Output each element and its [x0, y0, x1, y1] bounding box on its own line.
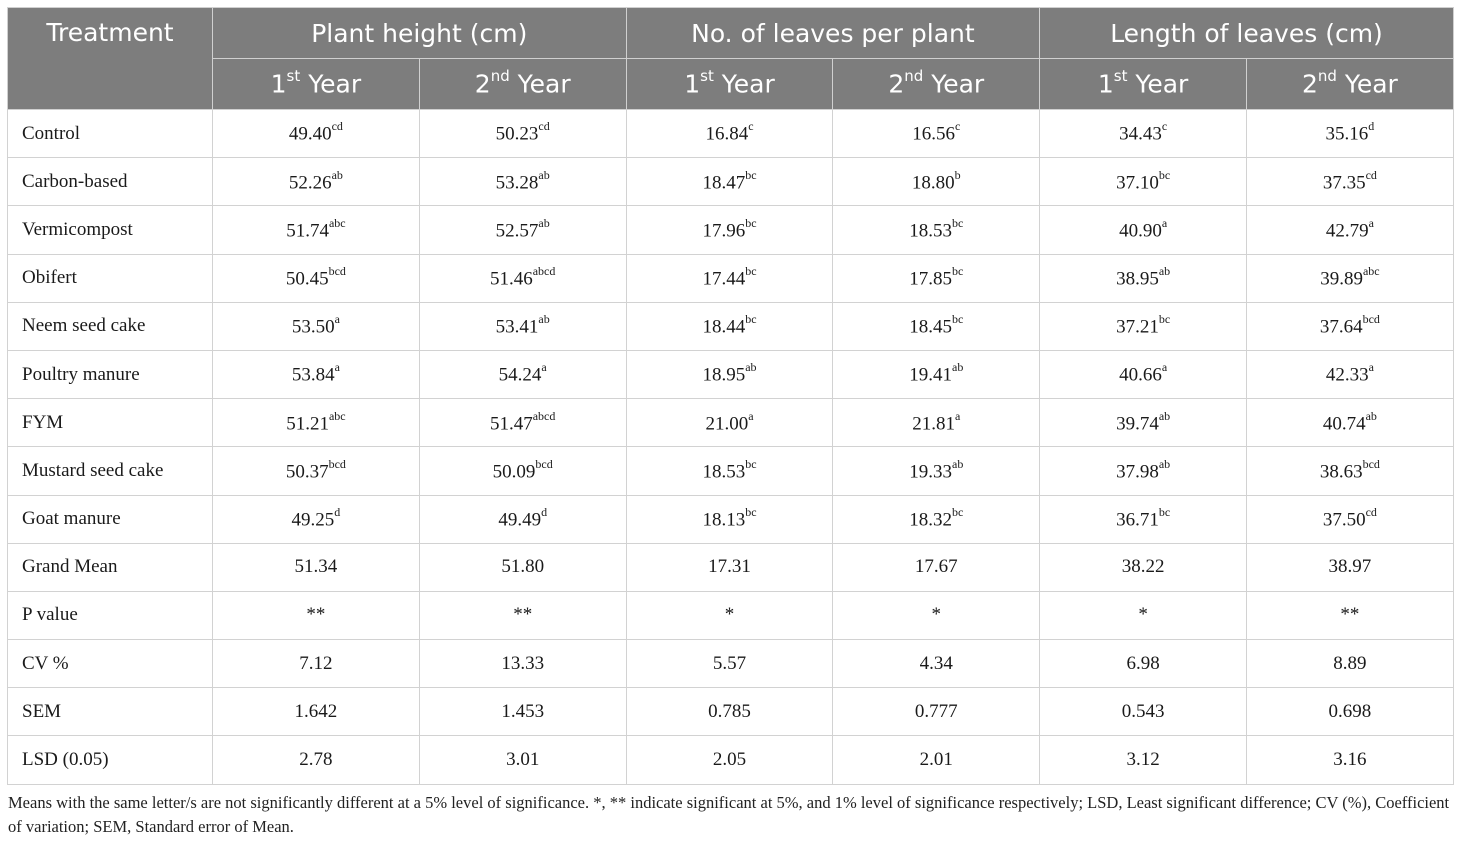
table-cell	[626, 591, 833, 639]
table-cell	[419, 399, 626, 447]
table-cell	[213, 158, 420, 206]
year-ordinal-suffix: nd	[490, 67, 510, 86]
header-plant-height: Plant height (cm)	[213, 8, 627, 59]
cell-value: 18.53	[702, 461, 746, 483]
significance-letters: cd	[538, 119, 550, 134]
cell-value: 37.10	[1116, 171, 1159, 193]
cell-value: 34.43	[1119, 123, 1162, 145]
significance-letters: abc	[1362, 263, 1380, 278]
cell-value: 49.25	[291, 509, 335, 531]
cell-value: 1.453	[501, 700, 545, 722]
table-cell	[213, 447, 420, 495]
table-cell	[833, 158, 1040, 206]
table-cell	[1247, 206, 1454, 254]
table-row	[8, 688, 1454, 736]
significance-letters: a	[334, 360, 340, 375]
table-cell	[419, 640, 626, 688]
table-cell	[213, 399, 420, 447]
cell-value: 18.47	[702, 171, 746, 193]
table-cell	[1247, 399, 1454, 447]
cell-value: 0.777	[914, 700, 958, 722]
cell-value: 18.53	[909, 220, 952, 242]
cell-value: 18.80	[911, 171, 955, 193]
table-cell	[626, 110, 833, 158]
table-body	[8, 110, 1454, 785]
cell-value: 18.45	[909, 316, 952, 338]
significance-letters: a	[1161, 215, 1168, 230]
table-cell	[1247, 736, 1454, 784]
cell-value: 21.00	[705, 412, 749, 434]
significance-letters: bc	[745, 312, 757, 327]
significance-letters: abc	[328, 408, 346, 423]
table-cell	[213, 206, 420, 254]
table-row	[8, 350, 1454, 398]
table-cell	[1247, 158, 1454, 206]
cell-value: 13.33	[501, 652, 545, 674]
cell-value: 36.71	[1116, 509, 1159, 531]
table-cell	[1247, 495, 1454, 543]
cell-value: 40.66	[1119, 364, 1162, 386]
table-row	[8, 543, 1454, 591]
row-label: LSD (0.05)	[8, 736, 213, 784]
table-row	[8, 206, 1454, 254]
results-table	[7, 7, 1454, 785]
cell-value: 40.74	[1322, 412, 1366, 434]
header-year-4	[1040, 59, 1247, 110]
significance-letters: bc	[952, 263, 964, 278]
table-row	[8, 736, 1454, 784]
table-cell	[1247, 688, 1454, 736]
table-cell	[833, 688, 1040, 736]
table-cell	[1040, 158, 1247, 206]
header-year-5	[1247, 59, 1454, 110]
significance-letters: bc	[745, 456, 757, 471]
cell-value: 6.98	[1126, 652, 1160, 674]
significance-letters: bc	[952, 504, 964, 519]
year-number: 2	[1301, 69, 1318, 99]
year-ordinal-suffix: nd	[1317, 67, 1337, 86]
table-cell	[419, 543, 626, 591]
table-row	[8, 110, 1454, 158]
table-cell	[1247, 350, 1454, 398]
significance-letters: c	[748, 119, 754, 134]
table-cell	[1247, 543, 1454, 591]
cell-value: 17.85	[909, 268, 952, 290]
row-label: Neem seed cake	[8, 302, 213, 350]
cell-value: 0.785	[708, 700, 751, 722]
cell-value: 39.74	[1116, 412, 1159, 434]
table-row	[8, 495, 1454, 543]
significance-letters: abcd	[532, 263, 556, 278]
cell-value: 18.32	[909, 509, 952, 531]
cell-value: 19.41	[909, 364, 952, 386]
table-cell	[213, 543, 420, 591]
significance-letters: cd	[1365, 167, 1377, 182]
table-cell	[833, 591, 1040, 639]
table-row	[8, 640, 1454, 688]
header-treatment: Treatment	[8, 8, 213, 110]
table-cell	[833, 543, 1040, 591]
year-label: Year	[300, 69, 362, 99]
cell-value: 53.50	[291, 316, 335, 338]
year-ordinal-suffix: st	[1113, 67, 1128, 86]
row-label: Poultry manure	[8, 350, 213, 398]
table-cell	[419, 495, 626, 543]
cell-value: 52.26	[288, 171, 332, 193]
table-cell	[419, 591, 626, 639]
table-cell	[1040, 495, 1247, 543]
year-number: 1	[270, 69, 287, 99]
cell-value: 51.34	[294, 556, 338, 578]
header-leaf-length: Length of leaves (cm)	[1040, 8, 1454, 59]
cell-value: 3.01	[506, 749, 540, 771]
table-cell	[213, 302, 420, 350]
table-cell	[833, 495, 1040, 543]
cell-value: 17.96	[702, 220, 746, 242]
table-cell	[213, 591, 420, 639]
cell-value: 16.84	[705, 123, 749, 145]
table-cell	[1247, 110, 1454, 158]
significance-letters: a	[955, 408, 961, 423]
cell-value: **	[1340, 604, 1360, 626]
cell-value: 50.09	[492, 461, 536, 483]
significance-letters: bcd	[1362, 456, 1380, 471]
significance-letters: ab	[538, 215, 550, 230]
cell-value: 2.78	[299, 749, 333, 771]
cell-value: 38.97	[1328, 556, 1372, 578]
significance-letters: a	[1161, 360, 1168, 375]
table-cell	[1247, 302, 1454, 350]
significance-letters: bc	[745, 215, 757, 230]
significance-letters: cd	[1365, 504, 1377, 519]
table-cell	[213, 640, 420, 688]
table-row	[8, 447, 1454, 495]
significance-letters: abc	[328, 215, 346, 230]
significance-letters: d	[334, 504, 341, 519]
table-cell	[1040, 688, 1247, 736]
table-cell	[626, 158, 833, 206]
cell-value: 8.89	[1333, 652, 1367, 674]
header-year-2	[626, 59, 833, 110]
table-cell	[1040, 640, 1247, 688]
significance-letters: bcd	[328, 263, 346, 278]
header-row-years	[8, 59, 1454, 110]
cell-value: 16.56	[912, 123, 955, 145]
cell-value: 3.16	[1333, 749, 1367, 771]
cell-value: 49.40	[288, 123, 332, 145]
cell-value: 39.89	[1320, 268, 1363, 290]
cell-value: 1.642	[294, 700, 338, 722]
table-cell	[626, 688, 833, 736]
cell-value: 52.57	[495, 220, 539, 242]
table-footnote: Means with the same letter/s are not significantly different at a 5% level of significance. *, ** indicate significant at 5%, and 1% level of significance respectively; LSD, Least significant difference; CV (%), Coefficient of variation; SEM, Standard error of Mean.	[8, 792, 1450, 836]
significance-letters: a	[334, 312, 340, 327]
cell-value: 38.95	[1116, 268, 1159, 290]
year-number: 1	[684, 69, 701, 99]
row-label: P value	[8, 591, 213, 639]
significance-letters: ab	[952, 360, 964, 375]
significance-letters: a	[748, 408, 754, 423]
table-cell	[419, 736, 626, 784]
cell-value: **	[513, 604, 533, 626]
cell-value: 50.23	[495, 123, 539, 145]
table-cell	[1247, 640, 1454, 688]
table-cell	[419, 206, 626, 254]
significance-letters: ab	[745, 360, 757, 375]
table-cell	[626, 350, 833, 398]
table-cell	[1247, 254, 1454, 302]
cell-value: 17.67	[914, 556, 958, 578]
significance-letters: bc	[952, 215, 964, 230]
table-cell	[213, 736, 420, 784]
header-row-groups	[8, 8, 1454, 59]
table-cell	[213, 254, 420, 302]
significance-letters: c	[955, 119, 961, 134]
significance-letters: ab	[1158, 456, 1171, 471]
table-cell	[213, 688, 420, 736]
cell-value: 18.44	[702, 316, 746, 338]
cell-value: *	[931, 604, 942, 626]
significance-letters: ab	[952, 456, 964, 471]
row-label: SEM	[8, 688, 213, 736]
year-ordinal-suffix: st	[700, 67, 714, 86]
significance-letters: bc	[745, 263, 757, 278]
table-cell	[213, 350, 420, 398]
cell-value: 38.63	[1319, 461, 1363, 483]
cell-value: 37.98	[1116, 461, 1159, 483]
year-label: Year	[509, 69, 571, 99]
table-cell	[1247, 447, 1454, 495]
significance-letters: a	[1368, 360, 1374, 375]
year-label: Year	[1336, 69, 1398, 99]
table-cell	[419, 158, 626, 206]
cell-value: 50.37	[285, 461, 329, 483]
table-cell	[833, 302, 1040, 350]
significance-letters: ab	[331, 167, 343, 182]
significance-letters: bcd	[535, 456, 553, 471]
table-cell	[626, 495, 833, 543]
cell-value: 17.31	[708, 556, 751, 578]
cell-value: 51.47	[489, 412, 533, 434]
table-cell	[1040, 110, 1247, 158]
table-row	[8, 399, 1454, 447]
row-label: Grand Mean	[8, 543, 213, 591]
table-cell	[833, 254, 1040, 302]
cell-value: 37.64	[1319, 316, 1363, 338]
table-cell	[419, 302, 626, 350]
cell-value: 2.01	[919, 749, 953, 771]
table-cell	[1040, 543, 1247, 591]
table-cell	[833, 736, 1040, 784]
significance-letters: ab	[1365, 408, 1377, 423]
significance-letters: cd	[331, 119, 343, 134]
cell-value: 18.13	[702, 509, 746, 531]
significance-letters: a	[541, 360, 547, 375]
table-row	[8, 591, 1454, 639]
header-year-1	[419, 59, 626, 110]
table-cell	[626, 736, 833, 784]
table-cell	[626, 447, 833, 495]
year-label: Year	[923, 69, 985, 99]
header-year-3	[833, 59, 1040, 110]
table-cell	[626, 302, 833, 350]
header-year-0	[213, 59, 420, 110]
significance-letters: bc	[1158, 312, 1171, 327]
table-cell	[1040, 399, 1247, 447]
table-cell	[419, 254, 626, 302]
significance-letters: ab	[538, 312, 550, 327]
significance-letters: b	[954, 167, 961, 182]
cell-value: 50.45	[285, 268, 329, 290]
table-cell	[626, 543, 833, 591]
significance-letters: bcd	[1362, 312, 1380, 327]
row-label: Obifert	[8, 254, 213, 302]
table-cell	[419, 688, 626, 736]
significance-letters: abcd	[532, 408, 556, 423]
cell-value: 19.33	[909, 461, 952, 483]
table-cell	[213, 110, 420, 158]
table-row	[8, 254, 1454, 302]
significance-letters: bc	[745, 167, 757, 182]
table-cell	[1040, 591, 1247, 639]
row-label: Control	[8, 110, 213, 158]
cell-value: 53.84	[291, 364, 335, 386]
cell-value: *	[724, 604, 735, 626]
table-cell	[1040, 206, 1247, 254]
cell-value: 42.79	[1325, 220, 1369, 242]
table-cell	[1040, 254, 1247, 302]
table-cell	[1247, 591, 1454, 639]
row-label: FYM	[8, 399, 213, 447]
cell-value: 2.05	[712, 749, 747, 771]
year-number: 1	[1097, 69, 1114, 99]
table-cell	[833, 110, 1040, 158]
year-number: 2	[474, 69, 491, 99]
table-cell	[1040, 302, 1247, 350]
cell-value: 37.35	[1322, 171, 1366, 193]
significance-letters: ab	[1158, 408, 1171, 423]
table-cell	[626, 640, 833, 688]
table-cell	[1040, 736, 1247, 784]
cell-value: *	[1138, 604, 1148, 626]
significance-letters: d	[541, 504, 548, 519]
significance-letters: bc	[745, 504, 757, 519]
row-label: Carbon-based	[8, 158, 213, 206]
table-cell	[419, 447, 626, 495]
table-cell	[419, 110, 626, 158]
significance-letters: a	[1368, 215, 1374, 230]
cell-value: 37.21	[1116, 316, 1159, 338]
cell-value: 51.80	[501, 556, 545, 578]
table-cell	[626, 206, 833, 254]
cell-value: 40.90	[1119, 220, 1162, 242]
table-cell	[833, 399, 1040, 447]
cell-value: 54.24	[498, 364, 542, 386]
cell-value: 21.81	[912, 412, 955, 434]
row-label: Mustard seed cake	[8, 447, 213, 495]
cell-value: 49.49	[498, 509, 542, 531]
significance-letters: bcd	[328, 456, 346, 471]
cell-value: 42.33	[1325, 364, 1369, 386]
cell-value: 51.46	[489, 268, 533, 290]
cell-value: 37.50	[1322, 509, 1366, 531]
table-cell	[419, 350, 626, 398]
cell-value: 53.41	[495, 316, 539, 338]
significance-letters: c	[1161, 119, 1168, 134]
significance-letters: bc	[952, 312, 964, 327]
cell-value: 0.543	[1121, 700, 1165, 722]
row-label: Vermicompost	[8, 206, 213, 254]
table-header	[8, 8, 1454, 110]
year-ordinal-suffix: nd	[904, 67, 924, 86]
cell-value: 7.12	[299, 652, 333, 674]
significance-letters: ab	[538, 167, 550, 182]
year-number: 2	[888, 69, 905, 99]
year-label: Year	[713, 69, 775, 99]
table-cell	[626, 254, 833, 302]
row-label: CV %	[8, 640, 213, 688]
year-ordinal-suffix: st	[286, 67, 301, 86]
cell-value: 35.16	[1325, 123, 1369, 145]
cell-value: 3.12	[1126, 749, 1160, 771]
cell-value: 51.21	[286, 412, 329, 434]
cell-value: 5.57	[712, 652, 747, 674]
table-cell	[1040, 350, 1247, 398]
cell-value: 51.74	[286, 220, 329, 242]
header-leaves-per-plant: No. of leaves per plant	[626, 8, 1040, 59]
row-label: Goat manure	[8, 495, 213, 543]
cell-value: 53.28	[495, 171, 539, 193]
table-row	[8, 158, 1454, 206]
table-cell	[626, 399, 833, 447]
table-cell	[1040, 447, 1247, 495]
table-cell	[213, 495, 420, 543]
cell-value: 17.44	[702, 268, 746, 290]
year-label: Year	[1127, 69, 1189, 99]
table-row	[8, 302, 1454, 350]
cell-value: 38.22	[1121, 556, 1165, 578]
cell-value: **	[306, 604, 326, 626]
table-cell	[833, 350, 1040, 398]
significance-letters: bc	[1158, 504, 1171, 519]
results-table-container	[7, 7, 1453, 839]
table-cell	[833, 447, 1040, 495]
significance-letters: bc	[1158, 167, 1171, 182]
cell-value: 4.34	[919, 652, 953, 674]
table-cell	[833, 640, 1040, 688]
table-cell	[833, 206, 1040, 254]
significance-letters: d	[1368, 119, 1375, 134]
cell-value: 0.698	[1328, 700, 1372, 722]
significance-letters: ab	[1158, 263, 1171, 278]
cell-value: 18.95	[702, 364, 746, 386]
